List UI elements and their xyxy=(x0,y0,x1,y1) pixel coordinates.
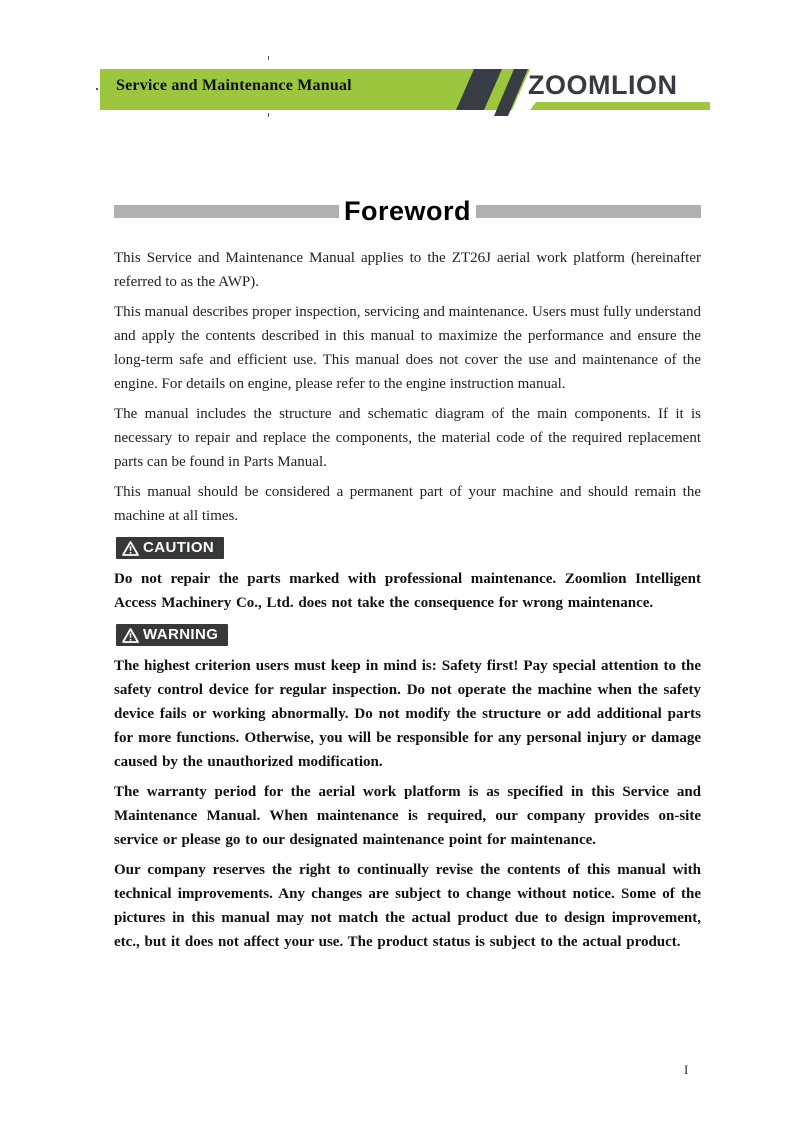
warning-triangle-icon xyxy=(122,628,139,643)
caution-label: CAUTION xyxy=(143,539,215,556)
green-underline-strip xyxy=(530,102,710,110)
warning-badge xyxy=(116,624,228,646)
page-number: I xyxy=(684,1062,689,1077)
page-header xyxy=(100,64,710,120)
document-body xyxy=(114,196,701,960)
page-title: Foreword xyxy=(344,195,472,226)
paragraph: Our company reserves the right to continually revise the contents of this manual with technical improvements. Any changes are subject to change without notice. Some of the pictures in this manual may not match the actual product due to design improvement, etc., but it does not affect your use. The product status is subject to the actual product. xyxy=(114,862,701,950)
heading-rule-right xyxy=(476,205,701,218)
warning-label: WARNING xyxy=(143,626,219,643)
paragraph: This manual describes proper inspection, servicing and maintenance. Users must fully understand and apply the contents described in this manual to maximize the performance and ensure the long-term safe and efficient use. This manual does not cover the use and maintenance of the engine. For details on engine, please refer to the engine instruction manual. xyxy=(114,304,701,392)
paragraph: This manual should be considered a permanent part of your machine and should remain the machine at all times. xyxy=(114,484,701,524)
registration-mark xyxy=(96,88,98,90)
paragraph: The warranty period for the aerial work platform is as specified in this Service and Maintenance Manual. When maintenance is required, our company provides on-site service or please go to our designated maintenance point for maintenance. xyxy=(114,784,701,848)
brand-logo-text: ZOOMLION xyxy=(528,70,678,100)
registration-mark xyxy=(268,56,269,60)
paragraph: This Service and Maintenance Manual applies to the ZT26J aerial work platform (hereinafter referred to as the AWP). xyxy=(114,250,701,290)
warning-text: The highest criterion users must keep in mind is: Safety first! Pay special attention to the safety control device for regular inspection. Do not operate the machine when the safety device fails or working abnormally. Do not modify the structure or add additional parts for more functions. Otherwise, you will be responsible for any personal injury or damage caused by the unauthorized modification. xyxy=(114,658,701,770)
foreword-heading-row xyxy=(114,196,701,226)
paragraph: The manual includes the structure and schematic diagram of the main components. If it is necessary to repair and replace the components, the material code of the required replacement parts can be found in Parts Manual. xyxy=(114,406,701,470)
caution-badge xyxy=(116,537,224,559)
heading-rule-left xyxy=(114,205,339,218)
caution-text: Do not repair the parts marked with professional maintenance. Zoomlion Intelligent Access Machinery Co., Ltd. does not take the consequence for wrong maintenance. xyxy=(114,571,701,611)
warning-triangle-icon xyxy=(122,541,139,556)
manual-title: Service and Maintenance Manual xyxy=(116,77,352,94)
registration-mark xyxy=(268,113,269,117)
